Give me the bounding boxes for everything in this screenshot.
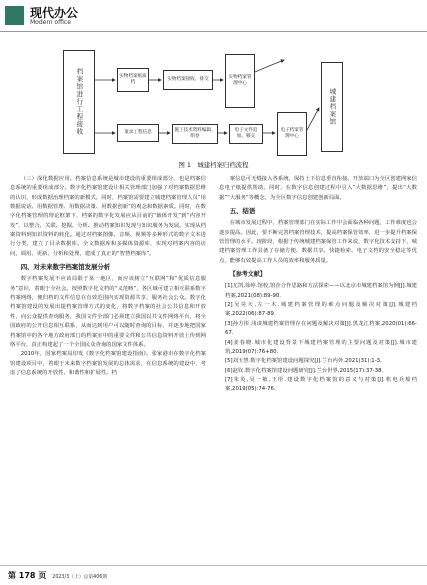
reference-item: [3]孙方彤.浅谈城建档案管理存在问题及解决对策[J].黑龙江档案,2020(01):66-67. (225, 320, 417, 337)
footer-divider (0, 565, 427, 566)
reference-item: [2]吴昊天,左一木.城建档案管理的难点问题及解决对策[J].城建档案,2022(06):87-89. (225, 302, 417, 318)
archive-flowchart (55, 48, 375, 156)
right-column (219, 175, 417, 563)
magazine-subtitle: Modern office (30, 19, 71, 26)
reference-item: [6]赵钦.数字化档案馆建设问题研究[J].兰台世界,2015(17):37-38. (225, 367, 384, 374)
magazine-logo (5, 6, 24, 25)
e-file-handover-box: 电子文件追加、移交 (229, 124, 263, 144)
urban-archive-box: 城建档案馆 (321, 62, 343, 152)
paragraph: （三）深化数据应用。档案信息系统是城市建设的重要组成部分，也是档案信息系统的重要组成部分。数字化档案馆建设让相关管理部门加强了对档案数据思维的认识，形成数据治理档案的新模式。同时，档案馆需要建立城建档案管理人员“用数据说话、用数据管理、用数据决策、用数据创新”的观念和数据素质。同时，在数字化档案管理的理论框架下，档案的数字化发展应从目前的“载体开发”到“内容开发”，以整合、关联、挖掘、分析、推动档案知识发现与知识服务为发展。实现从档案资料到知识资料的转化。通过对档案图像、音频、视频等多种形式的数字文本进行分类，建立了目录数据库。全文数据库和多媒体资源库，实现对档案内容的访问、调用、更新、分析和处理，建成了真正的“智慧档案库”。 (10, 176, 206, 257)
physical-archive-box: 实物档案纸质档 (117, 68, 149, 92)
paragraph: 案信息可无缝接入各系统，保持上下信息垂直衔接。开放端口为全区创建网家信息电子纸提供帮助。同时，在数字信息创建过程中引入“大数据思维”，提出“大数据”“大服务”等概念，为全区数字信息创建创新局面。 (219, 176, 417, 201)
left-column (10, 175, 206, 563)
reference-item: [4]姜春晓.城市化建设背景下城建档案管理的主要问题及对策[J].城市建筑,2019(07):76+80. (225, 339, 417, 355)
project-info-box: 童录工程信息 (117, 124, 159, 142)
physical-center-box: 实物档案管理中心 (225, 54, 255, 108)
reference-item: [5]刘玉慧.数字化档案馆建设问题探究[J].兰台内外,2021(31):1-3. (225, 358, 382, 365)
project-receive-box: 档案馆进行工程接收 (63, 50, 95, 154)
figure-caption: 图 1 城建档案归档流程 (178, 161, 249, 169)
reference-item: [1]尤凯,徐婷.馆校,馆企合作思路和方法探索——以北京市城建档案馆为例[J].城建档案,2021(08):89-90. (225, 283, 417, 299)
issue-info: 2023/3（上）总第406期 (52, 575, 108, 580)
section-heading: 四、对未来数字档案馆发展分析 (20, 263, 111, 272)
tech-docs-box: 施工技术资料编辑、组卷 (172, 124, 218, 144)
references-heading: 【参考文献】 (229, 271, 266, 279)
physical-handover-box: 实物档案接收、排交 (163, 70, 213, 90)
magazine-title: 现代办公 (30, 6, 79, 20)
section-heading: 五、结语 (229, 207, 256, 216)
page-number: 第 178 页 (8, 571, 47, 580)
header-divider (0, 31, 427, 32)
reference-item: [7]朱英,吴一敏,王彤.建设数字化档案馆的意义与对策[J].机电兵船档案,2019(05):74-76. (225, 376, 417, 393)
paragraph: 2010年，国家档案局印发《数字化档案馆建设指南》。张家港市在数字化档案馆建设项目中，着眼于未来数字档案馆发展的总体需求，在信息系统的建设中，考虑了信息系统的开放性、和谐性和扩展性。档 (10, 351, 206, 376)
paragraph: 数字档案发展不应该局限于某一地区，而应该树立“互联网”和“优质信息服务”意识，着眼于全社会。按照数字化文档的“义范畴”，各区域可建立相互联系数字档案网络，便归档的文件信息在有效范围内实现资源共享，服务社会公众。数字化档案馆建设的发展出提档案管理方式的变化，将数字档案的社会公共信息和开放性，向公众提供查询服务，我国文件全部门必须建立我国以共文件网络平台，将全国政府的公开信息相互联系，从而达到用户可以随时查询的目标，并逐步地把国家档案馆中的各个地方政府部门的档案室中的重要文件和公共信息资料开放上传到网络平台，真正构建起了一个全国民众查询的国家文件体系。 (10, 276, 206, 348)
page-footer (8, 570, 107, 581)
e-archive-center-box: 电子档案管理中心 (277, 112, 307, 156)
paragraph: 在城市发展过程中，档案管理部门在实际工作中会面临各种问题，工作难度也会逐步提高。因此，要不断完善档案管理技术，提高档案保管效率，进一步提升档案保管管理的水平。现阶段，根据于传统城建档案保管工作来说，数字化技术支持下，城建档案管理工作具备了存储方便、数据共享、快捷检索、电子文档的安全稳定等优点，能够有效提高工作人员的效率和服务质量。 (219, 220, 417, 264)
